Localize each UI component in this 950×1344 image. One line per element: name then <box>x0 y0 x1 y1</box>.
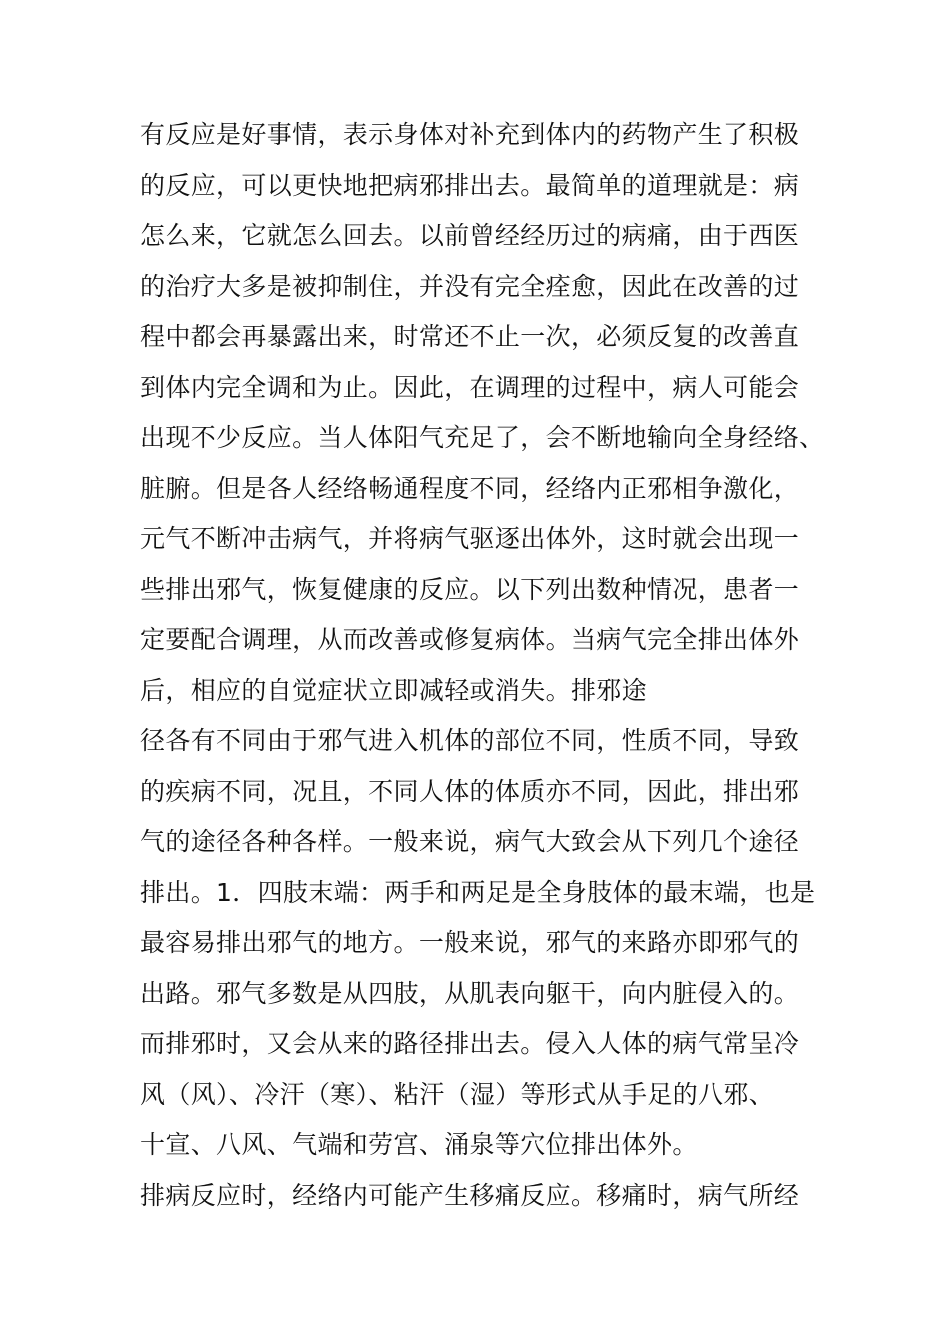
text-line: 程中都会再暴露出来，时常还不止一次，必须反复的改善直 <box>140 322 800 351</box>
text-line: 脏腑。但是各人经络畅通程度不同，经络内正邪相争激化， <box>140 473 800 503</box>
text-line: 排病反应时，经络内可能产生移痛反应。移痛时，病气所经 <box>140 1180 800 1210</box>
text-line: 最容易排出邪气的地方。一般来说，邪气的来路亦即邪气的 <box>140 928 800 957</box>
text-line: 径各有不同由于邪气进入机体的部位不同，性质不同，导致 <box>140 726 800 755</box>
text-line: 元气不断冲击病气，并将病气驱逐出体外，这时就会出现一 <box>140 524 800 553</box>
text-line: 的治疗大多是被抑制住，并没有完全痊愈，因此在改善的过 <box>140 271 800 301</box>
text-line: 些排出邪气，恢复健康的反应。以下列出数种情况，患者一 <box>140 574 800 604</box>
text-line: 出路。邪气多数是从四肢，从肌表向躯干，向内脏侵入的。 <box>140 978 800 1008</box>
text-line: 而排邪时，又会从来的路径排出去。侵入人体的病气常呈冷 <box>140 1029 800 1058</box>
text-line: 出现不少反应。当人体阳气充足了，会不断地输向全身经络、 <box>140 423 825 452</box>
body-text <box>140 110 830 1221</box>
text-line: 十宣、八风、气端和劳宫、涌泉等穴位排出体外。 <box>140 1130 698 1159</box>
text-line: 有反应是好事情，表示身体对补充到体内的药物产生了积极 <box>140 120 800 149</box>
text-line: 的疾病不同，况且，不同人体的体质亦不同，因此，排出邪 <box>140 776 800 806</box>
text-line: 定要配合调理，从而改善或修复病体。当病气完全排出体外 <box>140 625 800 654</box>
text-line: 怎么来，它就怎么回去。以前曾经经历过的病痛，由于西医 <box>140 221 800 250</box>
text-line: 排出。1．四肢末端：两手和两足是全身肢体的最末端，也是 <box>140 877 816 907</box>
text-line: 到体内完全调和为止。因此，在调理的过程中，病人可能会 <box>140 372 800 402</box>
text-line: 后，相应的自觉症状立即减轻或消失。排邪途 <box>140 675 648 705</box>
text-line: 的反应，可以更快地把病邪排出去。最简单的道理就是：病 <box>140 170 800 200</box>
text-line: 风（风）、冷汗（寒）、粘汗（湿）等形式从手足的八邪、 <box>140 1079 775 1109</box>
text-line: 气的途径各种各样。一般来说，病气大致会从下列几个途径 <box>140 827 800 856</box>
